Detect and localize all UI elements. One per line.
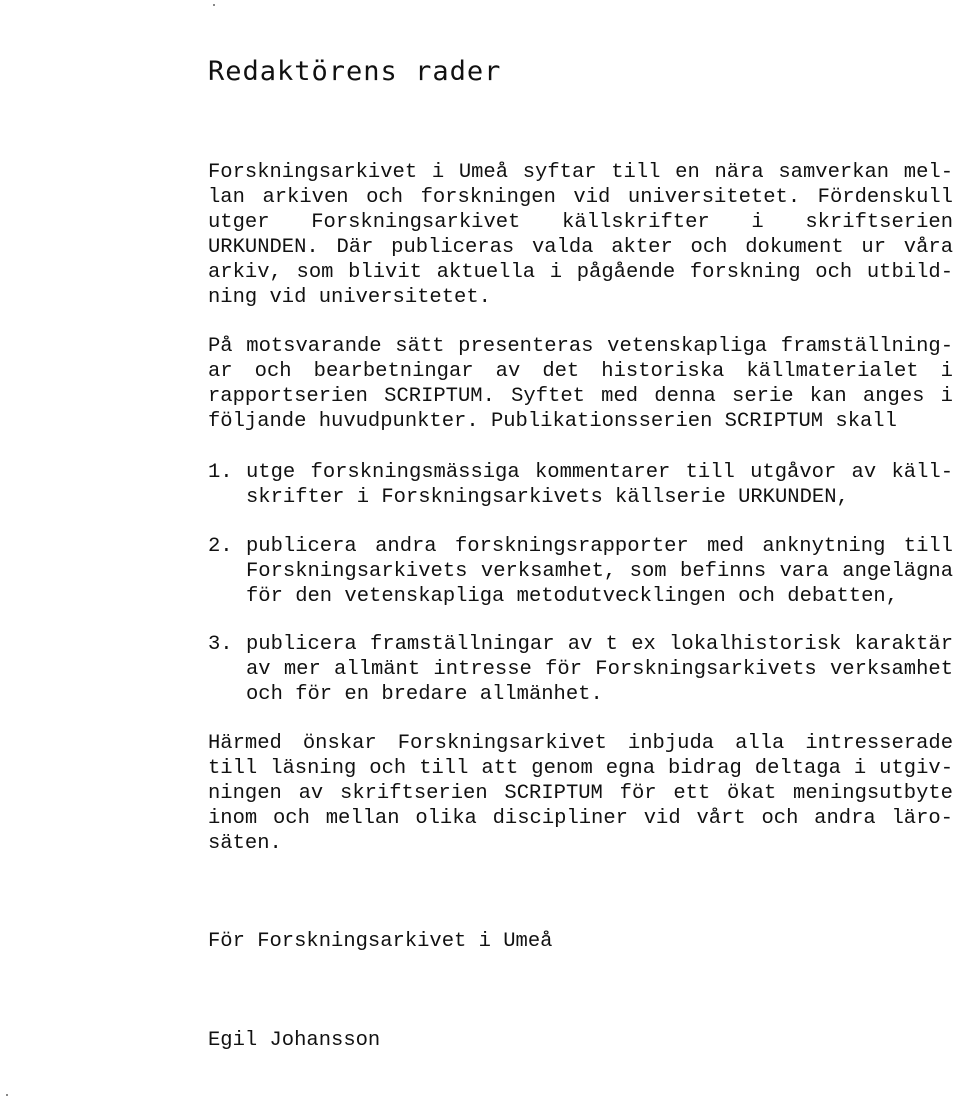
text-line: och för en bredare allmänhet. (246, 683, 603, 706)
text-line: ning vid universitetet. (208, 286, 491, 309)
paragraph-intro (208, 160, 953, 310)
paragraph-scriptum (208, 334, 953, 434)
text-line: URKUNDEN. Där publiceras valda akter och dokument ur våra (208, 236, 953, 259)
text-line: säten. (208, 832, 282, 855)
text-line: rapportserien SCRIPTUM. Syftet med denna serie kan anges i (208, 385, 953, 408)
signature-name: Egil Johansson (208, 1029, 381, 1052)
text-line: arkiv, som blivit aktuella i pågående forskning och utbild- (208, 261, 953, 284)
closing-line: För Forskningsarkivet i Umeå (208, 930, 553, 953)
text-line: publicera framställningar av t ex lokalhistorisk karaktär (246, 633, 953, 656)
text-line: publicera andra forskningsrapporter med anknytning till (246, 535, 953, 558)
text-line: av mer allmänt intresse för Forskningsarkivets verksamhet (246, 658, 953, 681)
page-title: Redaktörens rader (208, 56, 502, 87)
text-line: ar och bearbetningar av det historiska källmaterialet i (208, 360, 953, 383)
text-line: för den vetenskapliga metodutvecklingen och debatten, (246, 585, 899, 608)
text-line: till läsning och till att genom egna bidrag deltaga i utgiv- (208, 757, 953, 780)
text-line: På motsvarande sätt presenteras vetenskapliga framställning- (208, 335, 953, 358)
text-line: utge forskningsmässiga kommentarer till utgåvor av käll- (246, 461, 953, 484)
text-line: Forskningsarkivet i Umeå syftar till en nära samverkan mel- (208, 161, 953, 184)
text-line: följande huvudpunkter. Publikationsserien SCRIPTUM skall (208, 410, 897, 433)
text-line: Forskningsarkivets verksamhet, som befinns vara angelägna (246, 560, 953, 583)
text-line: inom och mellan olika discipliner vid vårt och andra läro- (208, 807, 953, 830)
text-line: ningen av skriftserien SCRIPTUM för ett ökat meningsutbyte (208, 782, 953, 805)
list-number: 1. (208, 461, 233, 484)
list-number: 2. (208, 535, 233, 558)
text-line: utger Forskningsarkivet källskrifter i skriftserien (208, 211, 953, 234)
list-number: 3. (208, 633, 233, 656)
text-line: skrifter i Forskningsarkivets källserie URKUNDEN, (246, 486, 849, 509)
scan-speck (6, 1094, 8, 1096)
text-line: Härmed önskar Forskningsarkivet inbjuda alla intresserade (208, 732, 953, 755)
scan-speck (213, 4, 215, 6)
paragraph-invitation (208, 731, 953, 856)
text-line: lan arkiven och forskningen vid universitetet. Fördenskull (208, 186, 953, 209)
